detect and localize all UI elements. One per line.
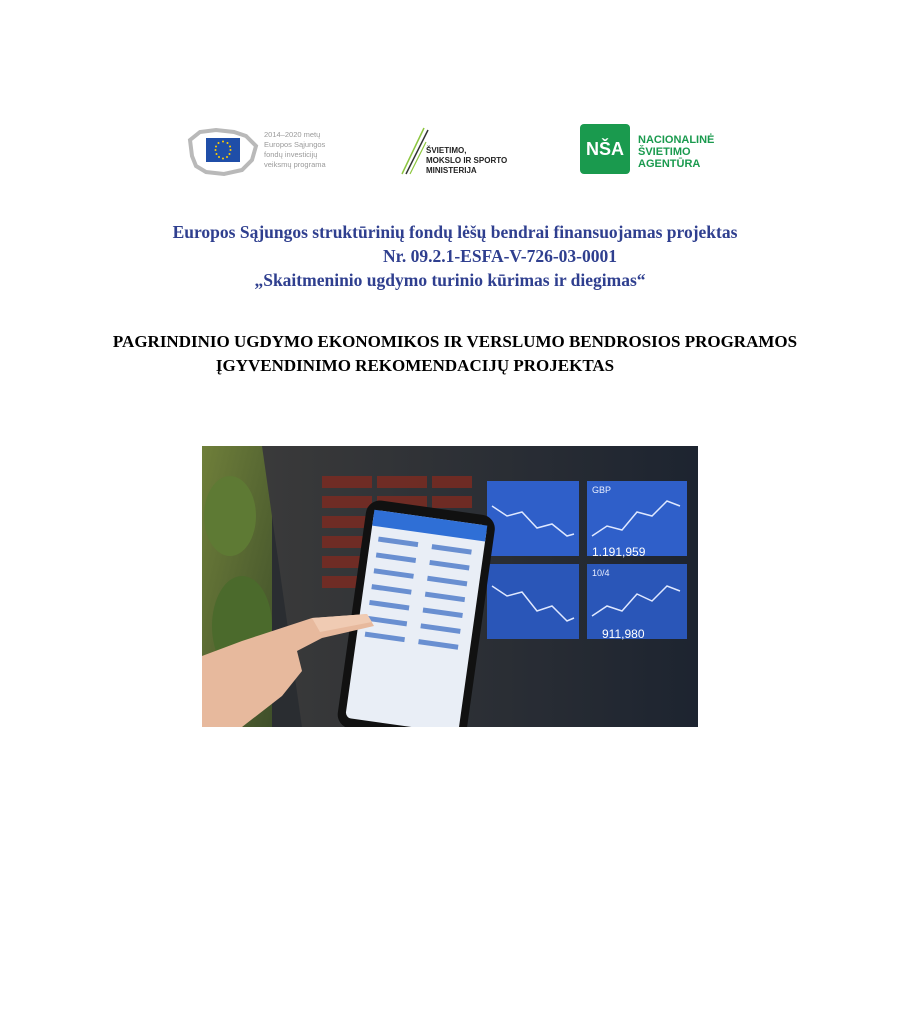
tile-label-gbp: GBP — [592, 485, 612, 495]
project-info — [0, 220, 910, 292]
ministry-logo — [400, 124, 530, 184]
ministry-logo-text: ŠVIETIMO, MOKSLO IR SPORTO MINISTERIJA — [426, 146, 508, 175]
nsa-logo — [580, 124, 740, 180]
eu-funds-logo — [186, 126, 346, 182]
nsa-logo-text: NACIONALINĖ ŠVIETIMO AGENTŪRA — [638, 134, 715, 170]
tile-value-gbp: 1.191,959 — [592, 545, 646, 559]
cover-photo — [202, 446, 698, 727]
title-line-1: PAGRINDINIO UGDYMO EKONOMIKOS IR VERSLUMO BENDROSIOS PROGRAMOS — [112, 332, 798, 351]
document-title — [0, 330, 910, 378]
project-name: „Skaitmeninio ugdymo turinio kūrimas ir diegimas“ — [254, 270, 646, 290]
tile-label-2: 10/4 — [592, 568, 610, 578]
logo-bar — [0, 118, 910, 188]
project-number: Nr. 09.2.1-ESFA-V-726-03-0001 — [383, 246, 617, 266]
eu-logo-text: 2014–2020 metų Europos Sąjungos fondų investicijų veiksmų programa — [264, 130, 326, 169]
tile-value-2: 911,980 — [602, 627, 645, 641]
title-line-2: ĮGYVENDINIMO REKOMENDACIJŲ PROJEKTAS — [215, 356, 615, 375]
lithuania-map-eu-flag-icon — [186, 126, 261, 178]
nsa-badge: NŠA — [580, 124, 630, 174]
trading-screen-photo — [202, 446, 698, 727]
project-line-1: Europos Sąjungos struktūrinių fondų lėšų bendrai finansuojamas projektas — [172, 222, 738, 242]
